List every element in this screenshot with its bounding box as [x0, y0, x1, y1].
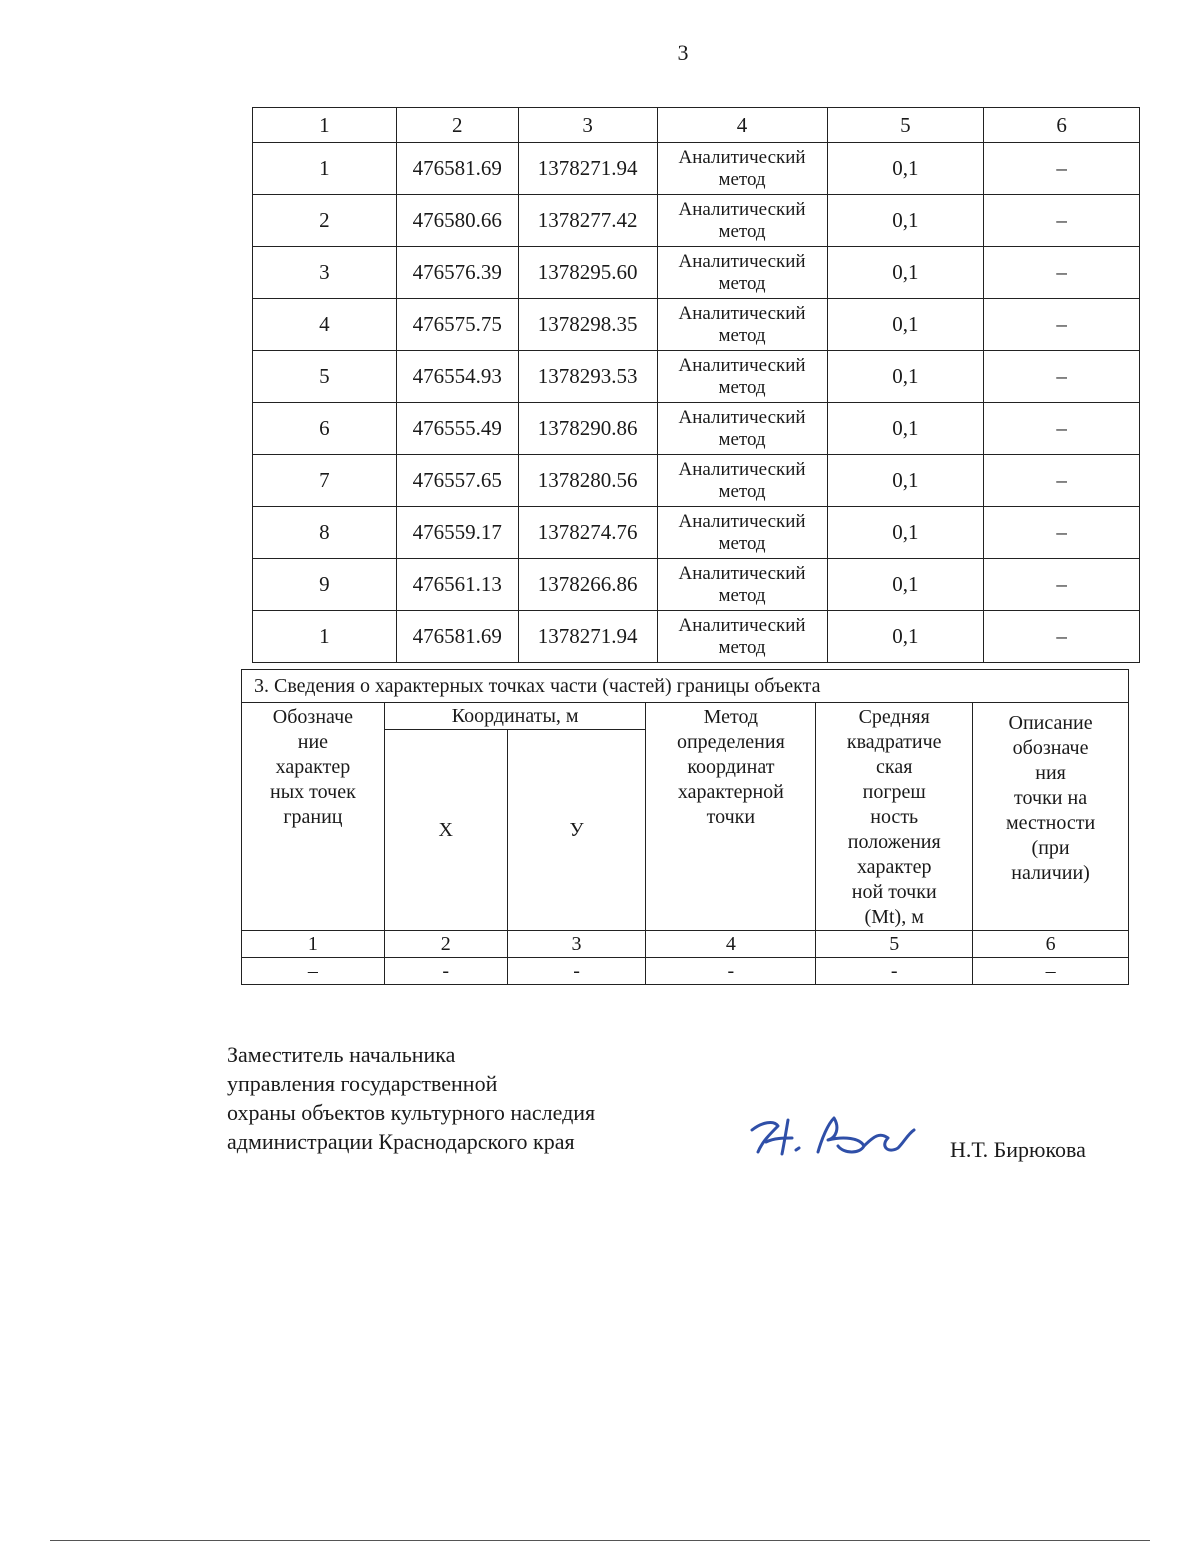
x-coordinate-cell: 476557.65	[396, 455, 518, 507]
header-cell: 5	[827, 108, 984, 143]
y-coordinate-cell: 1378271.94	[518, 611, 657, 663]
description-cell: –	[984, 611, 1140, 663]
header-line: погреш	[862, 781, 926, 803]
method-line: метод	[718, 376, 766, 398]
point-number-cell: 1	[253, 611, 397, 663]
table-row	[253, 455, 1140, 507]
signatory-title-line: администрации Краснодарского края	[227, 1129, 575, 1154]
point-number-cell: 6	[253, 403, 397, 455]
table-cell: -	[384, 958, 507, 985]
table-row	[253, 559, 1140, 611]
header-line: ность	[870, 806, 919, 828]
header-line: точки на	[1014, 787, 1088, 809]
accuracy-cell: 0,1	[827, 143, 984, 195]
method-line: Аналитический	[678, 302, 806, 324]
table-row	[253, 403, 1140, 455]
y-header: У	[507, 730, 646, 931]
accuracy-cell: 0,1	[827, 247, 984, 299]
header-line: наличии)	[1011, 862, 1090, 884]
accuracy-cell: 0,1	[827, 195, 984, 247]
coordinates-table	[252, 107, 1140, 663]
method-line: метод	[718, 168, 766, 190]
table-row	[253, 299, 1140, 351]
method-line: Аналитический	[678, 250, 806, 272]
description-header	[973, 703, 1129, 931]
header-line: Средняя	[858, 706, 930, 728]
method-line: метод	[718, 428, 766, 450]
header-cell: 6	[984, 108, 1140, 143]
description-cell: –	[984, 247, 1140, 299]
point-number-cell: 1	[253, 143, 397, 195]
method-line: метод	[718, 636, 766, 658]
column-number-row	[242, 931, 1129, 958]
x-coordinate-cell: 476555.49	[396, 403, 518, 455]
table-row	[253, 611, 1140, 663]
method-line: Аналитический	[678, 406, 806, 428]
method-line: метод	[718, 272, 766, 294]
header-line: местности	[1005, 812, 1096, 834]
header-line: Обозначе	[272, 706, 354, 728]
x-coordinate-cell: 476581.69	[396, 143, 518, 195]
section-title: 3. Сведения о характерных точках части (частей) границы объекта	[242, 670, 1129, 703]
point-number-cell: 8	[253, 507, 397, 559]
table-row	[253, 247, 1140, 299]
method-cell	[657, 611, 827, 663]
header-line: ская	[876, 756, 913, 778]
table-cell: 5	[816, 931, 973, 958]
method-line: метод	[718, 324, 766, 346]
table-row	[253, 507, 1140, 559]
table-row	[253, 143, 1140, 195]
method-line: метод	[718, 220, 766, 242]
header-line: характер	[856, 856, 932, 878]
method-line: Аналитический	[678, 146, 806, 168]
accuracy-cell: 0,1	[827, 507, 984, 559]
header-line: характер	[275, 756, 351, 778]
header-line: координат	[687, 756, 775, 778]
description-cell: –	[984, 507, 1140, 559]
method-line: метод	[718, 532, 766, 554]
x-header: Х	[384, 730, 507, 931]
description-cell: –	[984, 455, 1140, 507]
y-coordinate-cell: 1378271.94	[518, 143, 657, 195]
method-cell	[657, 559, 827, 611]
method-line: Аналитический	[678, 510, 806, 532]
signatory-title-line: охраны объектов культурного наследия	[227, 1100, 596, 1125]
method-cell	[657, 403, 827, 455]
description-cell: –	[984, 195, 1140, 247]
header-line: Метод	[703, 706, 759, 728]
header-line: (Mt), м	[864, 906, 924, 928]
method-line: Аналитический	[678, 614, 806, 636]
signature-stroke	[818, 1118, 864, 1152]
signature-stroke	[796, 1148, 799, 1150]
header-line: определения	[676, 731, 785, 753]
table-row	[253, 351, 1140, 403]
y-coordinate-cell: 1378290.86	[518, 403, 657, 455]
point-number-cell: 7	[253, 455, 397, 507]
header-line: положения	[847, 831, 941, 853]
signature-stroke	[766, 1138, 792, 1142]
header-line: характерной	[677, 781, 784, 803]
method-line: Аналитический	[678, 198, 806, 220]
method-line: Аналитический	[678, 458, 806, 480]
table-cell: -	[816, 958, 973, 985]
method-cell	[657, 195, 827, 247]
description-cell: –	[984, 403, 1140, 455]
table-cell: 2	[384, 931, 507, 958]
header-line: ной точки	[851, 881, 937, 903]
table-cell: -	[507, 958, 646, 985]
table-cell: 1	[242, 931, 385, 958]
empty-data-row	[242, 958, 1129, 985]
point-number-cell: 3	[253, 247, 397, 299]
point-number-cell: 5	[253, 351, 397, 403]
method-line: Аналитический	[678, 562, 806, 584]
accuracy-cell: 0,1	[827, 611, 984, 663]
header-line: границ	[283, 806, 343, 828]
method-cell	[657, 247, 827, 299]
accuracy-cell: 0,1	[827, 559, 984, 611]
method-line: метод	[718, 584, 766, 606]
point-number-cell: 4	[253, 299, 397, 351]
signer-name: Н.Т. Бирюкова	[950, 1137, 1086, 1162]
accuracy-cell: 0,1	[827, 403, 984, 455]
y-coordinate-cell: 1378293.53	[518, 351, 657, 403]
method-cell	[657, 507, 827, 559]
accuracy-header	[816, 703, 973, 931]
table-row	[253, 195, 1140, 247]
accuracy-cell: 0,1	[827, 455, 984, 507]
header-line: ние	[297, 731, 329, 753]
part-boundary-table	[241, 669, 1129, 985]
description-cell: –	[984, 143, 1140, 195]
x-coordinate-cell: 476581.69	[396, 611, 518, 663]
description-cell: –	[984, 351, 1140, 403]
x-coordinate-cell: 476576.39	[396, 247, 518, 299]
method-line: метод	[718, 480, 766, 502]
signature-stroke	[752, 1123, 778, 1152]
header-cell: 2	[396, 108, 518, 143]
point-designation-header	[242, 703, 385, 931]
description-cell: –	[984, 299, 1140, 351]
point-number-cell: 2	[253, 195, 397, 247]
table-cell: 3	[507, 931, 646, 958]
handwritten-signature	[748, 1108, 918, 1160]
y-coordinate-cell: 1378280.56	[518, 455, 657, 507]
y-coordinate-cell: 1378298.35	[518, 299, 657, 351]
footer-divider	[50, 1540, 1150, 1541]
x-coordinate-cell: 476580.66	[396, 195, 518, 247]
signature-stroke	[864, 1130, 914, 1150]
table-cell: 6	[973, 931, 1129, 958]
y-coordinate-cell: 1378295.60	[518, 247, 657, 299]
header-line: обозначе	[1012, 737, 1089, 759]
x-coordinate-cell: 476554.93	[396, 351, 518, 403]
header-line: (при	[1031, 837, 1070, 859]
accuracy-cell: 0,1	[827, 299, 984, 351]
table-cell: –	[973, 958, 1129, 985]
point-number-cell: 9	[253, 559, 397, 611]
method-cell	[657, 143, 827, 195]
description-cell: –	[984, 559, 1140, 611]
header-line: ных точек	[270, 781, 356, 803]
header-line: ния	[1035, 762, 1066, 784]
method-line: Аналитический	[678, 354, 806, 376]
signatory-title	[227, 1040, 595, 1156]
header-cell: 1	[253, 108, 397, 143]
header-cell: 3	[518, 108, 657, 143]
method-cell	[657, 455, 827, 507]
header-cell: 4	[657, 108, 827, 143]
y-coordinate-cell: 1378277.42	[518, 195, 657, 247]
table-cell: –	[242, 958, 385, 985]
x-coordinate-cell: 476559.17	[396, 507, 518, 559]
y-coordinate-cell: 1378274.76	[518, 507, 657, 559]
signatory-title-line: Заместитель начальника	[227, 1042, 456, 1067]
x-coordinate-cell: 476561.13	[396, 559, 518, 611]
table-header-row	[253, 108, 1140, 143]
header-line: точки	[706, 806, 756, 828]
x-coordinate-cell: 476575.75	[396, 299, 518, 351]
signatory-title-line: управления государственной	[227, 1071, 498, 1096]
table-cell: -	[646, 958, 816, 985]
method-cell	[657, 351, 827, 403]
method-cell	[657, 299, 827, 351]
table-cell: 4	[646, 931, 816, 958]
accuracy-cell: 0,1	[827, 351, 984, 403]
coordinates-header: Координаты, м	[384, 703, 646, 730]
header-line: квадратиче	[846, 731, 942, 753]
page-number: 3	[677, 40, 689, 65]
header-line: Описание	[1008, 712, 1093, 734]
method-header	[646, 703, 816, 931]
y-coordinate-cell: 1378266.86	[518, 559, 657, 611]
